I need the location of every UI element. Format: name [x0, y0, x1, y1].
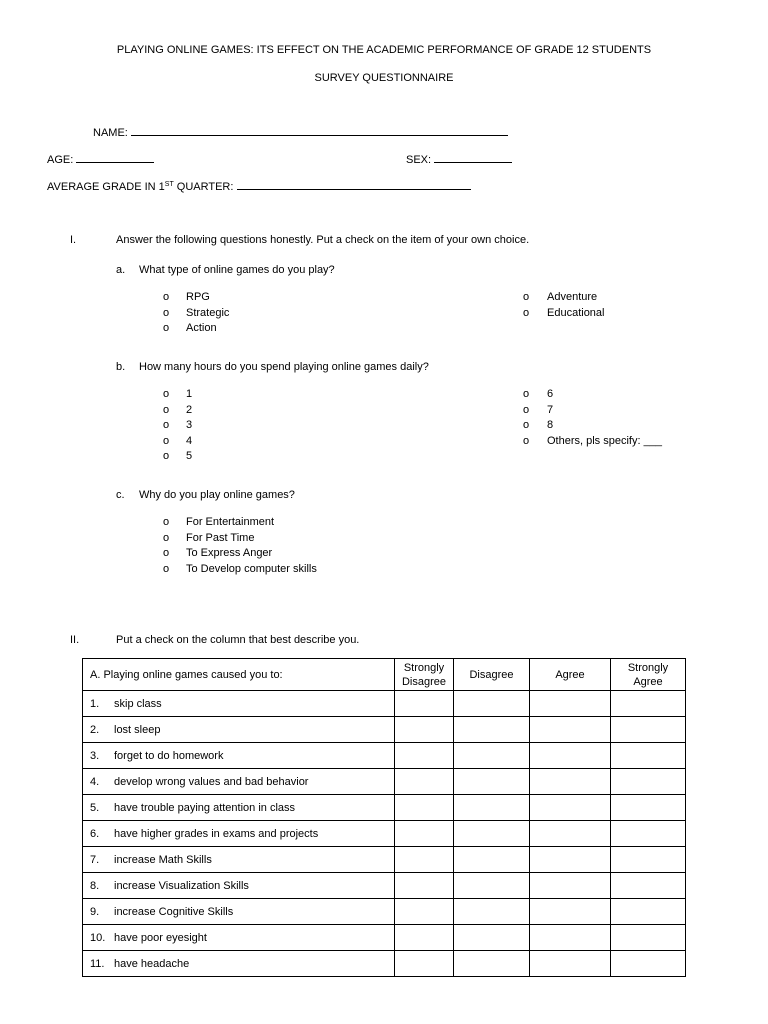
check-cell-disagree[interactable]	[454, 717, 530, 743]
check-cell-strongly-disagree[interactable]	[395, 951, 454, 977]
statement-number: 3.	[90, 749, 100, 762]
option-bullet-icon[interactable]: o	[163, 562, 170, 575]
check-cell-strongly-disagree[interactable]	[395, 717, 454, 743]
name-field-row	[93, 125, 508, 139]
check-cell-disagree[interactable]	[454, 951, 530, 977]
check-cell-strongly-disagree[interactable]	[395, 821, 454, 847]
statement-cell	[83, 795, 395, 821]
option-bullet-icon[interactable]: o	[163, 322, 170, 335]
option-label: To Express Anger	[186, 547, 273, 560]
statement-number: 5.	[90, 801, 100, 814]
check-cell-disagree[interactable]	[454, 847, 530, 873]
statement-number: 9.	[90, 905, 100, 918]
option-label: 8	[547, 419, 554, 432]
statement-text: increase Math Skills	[114, 853, 212, 866]
statement-cell	[83, 899, 395, 925]
check-cell-agree[interactable]	[530, 821, 611, 847]
check-cell-strongly-disagree[interactable]	[395, 873, 454, 899]
check-cell-strongly-agree[interactable]	[611, 873, 686, 899]
table-row	[83, 873, 686, 899]
option-bullet-icon[interactable]: o	[523, 403, 530, 416]
check-cell-strongly-disagree[interactable]	[395, 795, 454, 821]
table-row	[83, 691, 686, 717]
statement-text: develop wrong values and bad behavior	[114, 775, 309, 788]
option-label: To Develop computer skills	[186, 562, 317, 575]
option-bullet-icon[interactable]: o	[163, 531, 170, 544]
statement-cell	[83, 717, 395, 743]
grade-label-sup: ST	[164, 181, 174, 188]
statement-text: have trouble paying attention in class	[114, 801, 296, 814]
check-cell-agree[interactable]	[530, 743, 611, 769]
sex-field-row	[406, 152, 512, 166]
option-label: For Past Time	[186, 531, 255, 544]
check-cell-strongly-disagree[interactable]	[395, 769, 454, 795]
statement-text: skip class	[114, 697, 162, 710]
check-cell-strongly-disagree[interactable]	[395, 925, 454, 951]
table-row	[83, 743, 686, 769]
statement-cell	[83, 873, 395, 899]
check-cell-strongly-agree[interactable]	[611, 899, 686, 925]
statement-number: 4.	[90, 775, 100, 788]
table-row	[83, 821, 686, 847]
check-cell-agree[interactable]	[530, 925, 611, 951]
table-row	[83, 951, 686, 977]
age-label: AGE:	[47, 154, 74, 166]
option-label: Strategic	[186, 306, 230, 319]
statement-text: increase Visualization Skills	[114, 879, 249, 892]
check-cell-strongly-agree[interactable]	[611, 925, 686, 951]
option-bullet-icon[interactable]: o	[163, 291, 170, 303]
section1-instruction: Answer the following questions honestly. Put a check on the item of your own choice.	[116, 234, 530, 246]
check-cell-agree[interactable]	[530, 873, 611, 899]
option-label: 6	[547, 388, 554, 400]
table-row	[83, 847, 686, 873]
statement-text: have headache	[114, 957, 190, 970]
likert-table	[82, 658, 686, 977]
option-bullet-icon[interactable]: o	[163, 516, 170, 528]
check-cell-disagree[interactable]	[454, 925, 530, 951]
option-label: 2	[186, 403, 193, 416]
option-bullet-icon[interactable]: o	[523, 291, 530, 303]
option-bullet-icon[interactable]: o	[163, 419, 170, 432]
question-c-letter: c.	[116, 489, 125, 501]
check-cell-strongly-agree[interactable]	[611, 743, 686, 769]
grade-field[interactable]	[237, 179, 471, 190]
statement-cell	[83, 769, 395, 795]
option-label: RPG	[186, 291, 210, 303]
check-cell-strongly-agree[interactable]	[611, 951, 686, 977]
document-subtitle: SURVEY QUESTIONNAIRE	[314, 72, 454, 84]
option-bullet-icon[interactable]: o	[163, 388, 170, 400]
option-bullet-icon[interactable]: o	[523, 434, 530, 447]
option-label: Action	[186, 322, 217, 335]
statement-cell	[83, 743, 395, 769]
check-cell-strongly-agree[interactable]	[611, 847, 686, 873]
check-cell-strongly-agree[interactable]	[611, 769, 686, 795]
check-cell-strongly-disagree[interactable]	[395, 691, 454, 717]
option-bullet-icon[interactable]: o	[163, 450, 170, 463]
header-statement: A. Playing online games caused you to:	[83, 659, 395, 691]
check-cell-strongly-agree[interactable]	[611, 717, 686, 743]
statement-text: lost sleep	[114, 723, 161, 736]
check-cell-agree[interactable]	[530, 691, 611, 717]
check-cell-strongly-agree[interactable]	[611, 821, 686, 847]
table-row	[83, 925, 686, 951]
table-row	[83, 899, 686, 925]
header-agree: Agree	[530, 659, 611, 691]
check-cell-strongly-disagree[interactable]	[395, 743, 454, 769]
header-strongly-agree: Strongly Agree	[611, 659, 686, 691]
check-cell-disagree[interactable]	[454, 691, 530, 717]
statement-number: 11.	[90, 957, 105, 970]
statement-number: 6.	[90, 827, 100, 840]
option-label: Educational	[547, 306, 605, 319]
option-bullet-icon[interactable]: o	[163, 403, 170, 416]
check-cell-agree[interactable]	[530, 717, 611, 743]
statement-cell	[83, 821, 395, 847]
option-label: Adventure	[547, 291, 598, 303]
header-strongly-disagree: Strongly Disagree	[395, 659, 454, 691]
check-cell-disagree[interactable]	[454, 821, 530, 847]
statement-cell	[83, 925, 395, 951]
check-cell-disagree[interactable]	[454, 769, 530, 795]
statement-text: forget to do homework	[114, 749, 224, 762]
age-field[interactable]	[76, 152, 154, 163]
section2-instruction: Put a check on the column that best describe you.	[116, 634, 360, 646]
document-title: PLAYING ONLINE GAMES: ITS EFFECT ON THE ACADEMIC PERFORMANCE OF GRADE 12 STUDENTS	[116, 44, 652, 56]
statement-number: 10.	[90, 931, 106, 944]
statement-number: 1.	[90, 697, 100, 710]
likert-header-row	[83, 659, 686, 691]
statement-text: have higher grades in exams and projects	[114, 827, 319, 840]
header-disagree: Disagree	[454, 659, 530, 691]
check-cell-disagree[interactable]	[454, 795, 530, 821]
option-bullet-icon[interactable]: o	[523, 419, 530, 432]
check-cell-strongly-agree[interactable]	[611, 795, 686, 821]
check-cell-agree[interactable]	[530, 795, 611, 821]
statement-cell	[83, 847, 395, 873]
sex-label: SEX:	[406, 154, 432, 166]
option-bullet-icon[interactable]: o	[163, 434, 170, 447]
check-cell-disagree[interactable]	[454, 899, 530, 925]
check-cell-agree[interactable]	[530, 899, 611, 925]
table-row	[83, 769, 686, 795]
name-field[interactable]	[131, 125, 508, 136]
option-label: For Entertainment	[186, 516, 275, 528]
sex-field[interactable]	[434, 152, 512, 163]
section1-numeral: I.	[70, 234, 77, 246]
section2-numeral: II.	[70, 634, 80, 646]
option-label: 1	[186, 388, 193, 400]
question-b-letter: b.	[116, 361, 126, 373]
check-cell-agree[interactable]	[530, 847, 611, 873]
question-c-text: Why do you play online games?	[139, 489, 295, 501]
check-cell-strongly-agree[interactable]	[611, 691, 686, 717]
check-cell-strongly-disagree[interactable]	[395, 899, 454, 925]
option-label: 5	[186, 450, 193, 463]
check-cell-disagree[interactable]	[454, 743, 530, 769]
name-label: NAME:	[93, 127, 128, 139]
grade-label-pre: AVERAGE GRADE IN 1	[47, 181, 165, 193]
table-row	[83, 795, 686, 821]
question-b-text: How many hours do you spend playing online games daily?	[139, 361, 429, 373]
statement-text: increase Cognitive Skills	[114, 905, 234, 918]
option-label: 7	[547, 403, 554, 416]
statement-number: 7.	[90, 853, 100, 866]
check-cell-agree[interactable]	[530, 951, 611, 977]
check-cell-agree[interactable]	[530, 769, 611, 795]
option-bullet-icon[interactable]: o	[163, 547, 170, 560]
table-row	[83, 717, 686, 743]
option-label: 3	[186, 419, 193, 432]
question-a-text: What type of online games do you play?	[139, 264, 335, 276]
option-label: Others, pls specify: ___	[547, 434, 662, 447]
statement-number: 8.	[90, 879, 100, 892]
statement-cell	[83, 691, 395, 717]
question-a-letter: a.	[116, 264, 126, 276]
check-cell-disagree[interactable]	[454, 873, 530, 899]
statement-cell	[83, 951, 395, 977]
statement-number: 2.	[90, 723, 100, 736]
grade-field-row	[47, 179, 471, 193]
grade-label-post: QUARTER:	[173, 181, 234, 193]
statement-text: have poor eyesight	[114, 931, 207, 944]
check-cell-strongly-disagree[interactable]	[395, 847, 454, 873]
option-bullet-icon[interactable]: o	[163, 306, 170, 319]
option-label: 4	[186, 434, 193, 447]
option-bullet-icon[interactable]: o	[523, 306, 530, 319]
option-bullet-icon[interactable]: o	[523, 388, 530, 400]
age-field-row	[47, 152, 154, 166]
